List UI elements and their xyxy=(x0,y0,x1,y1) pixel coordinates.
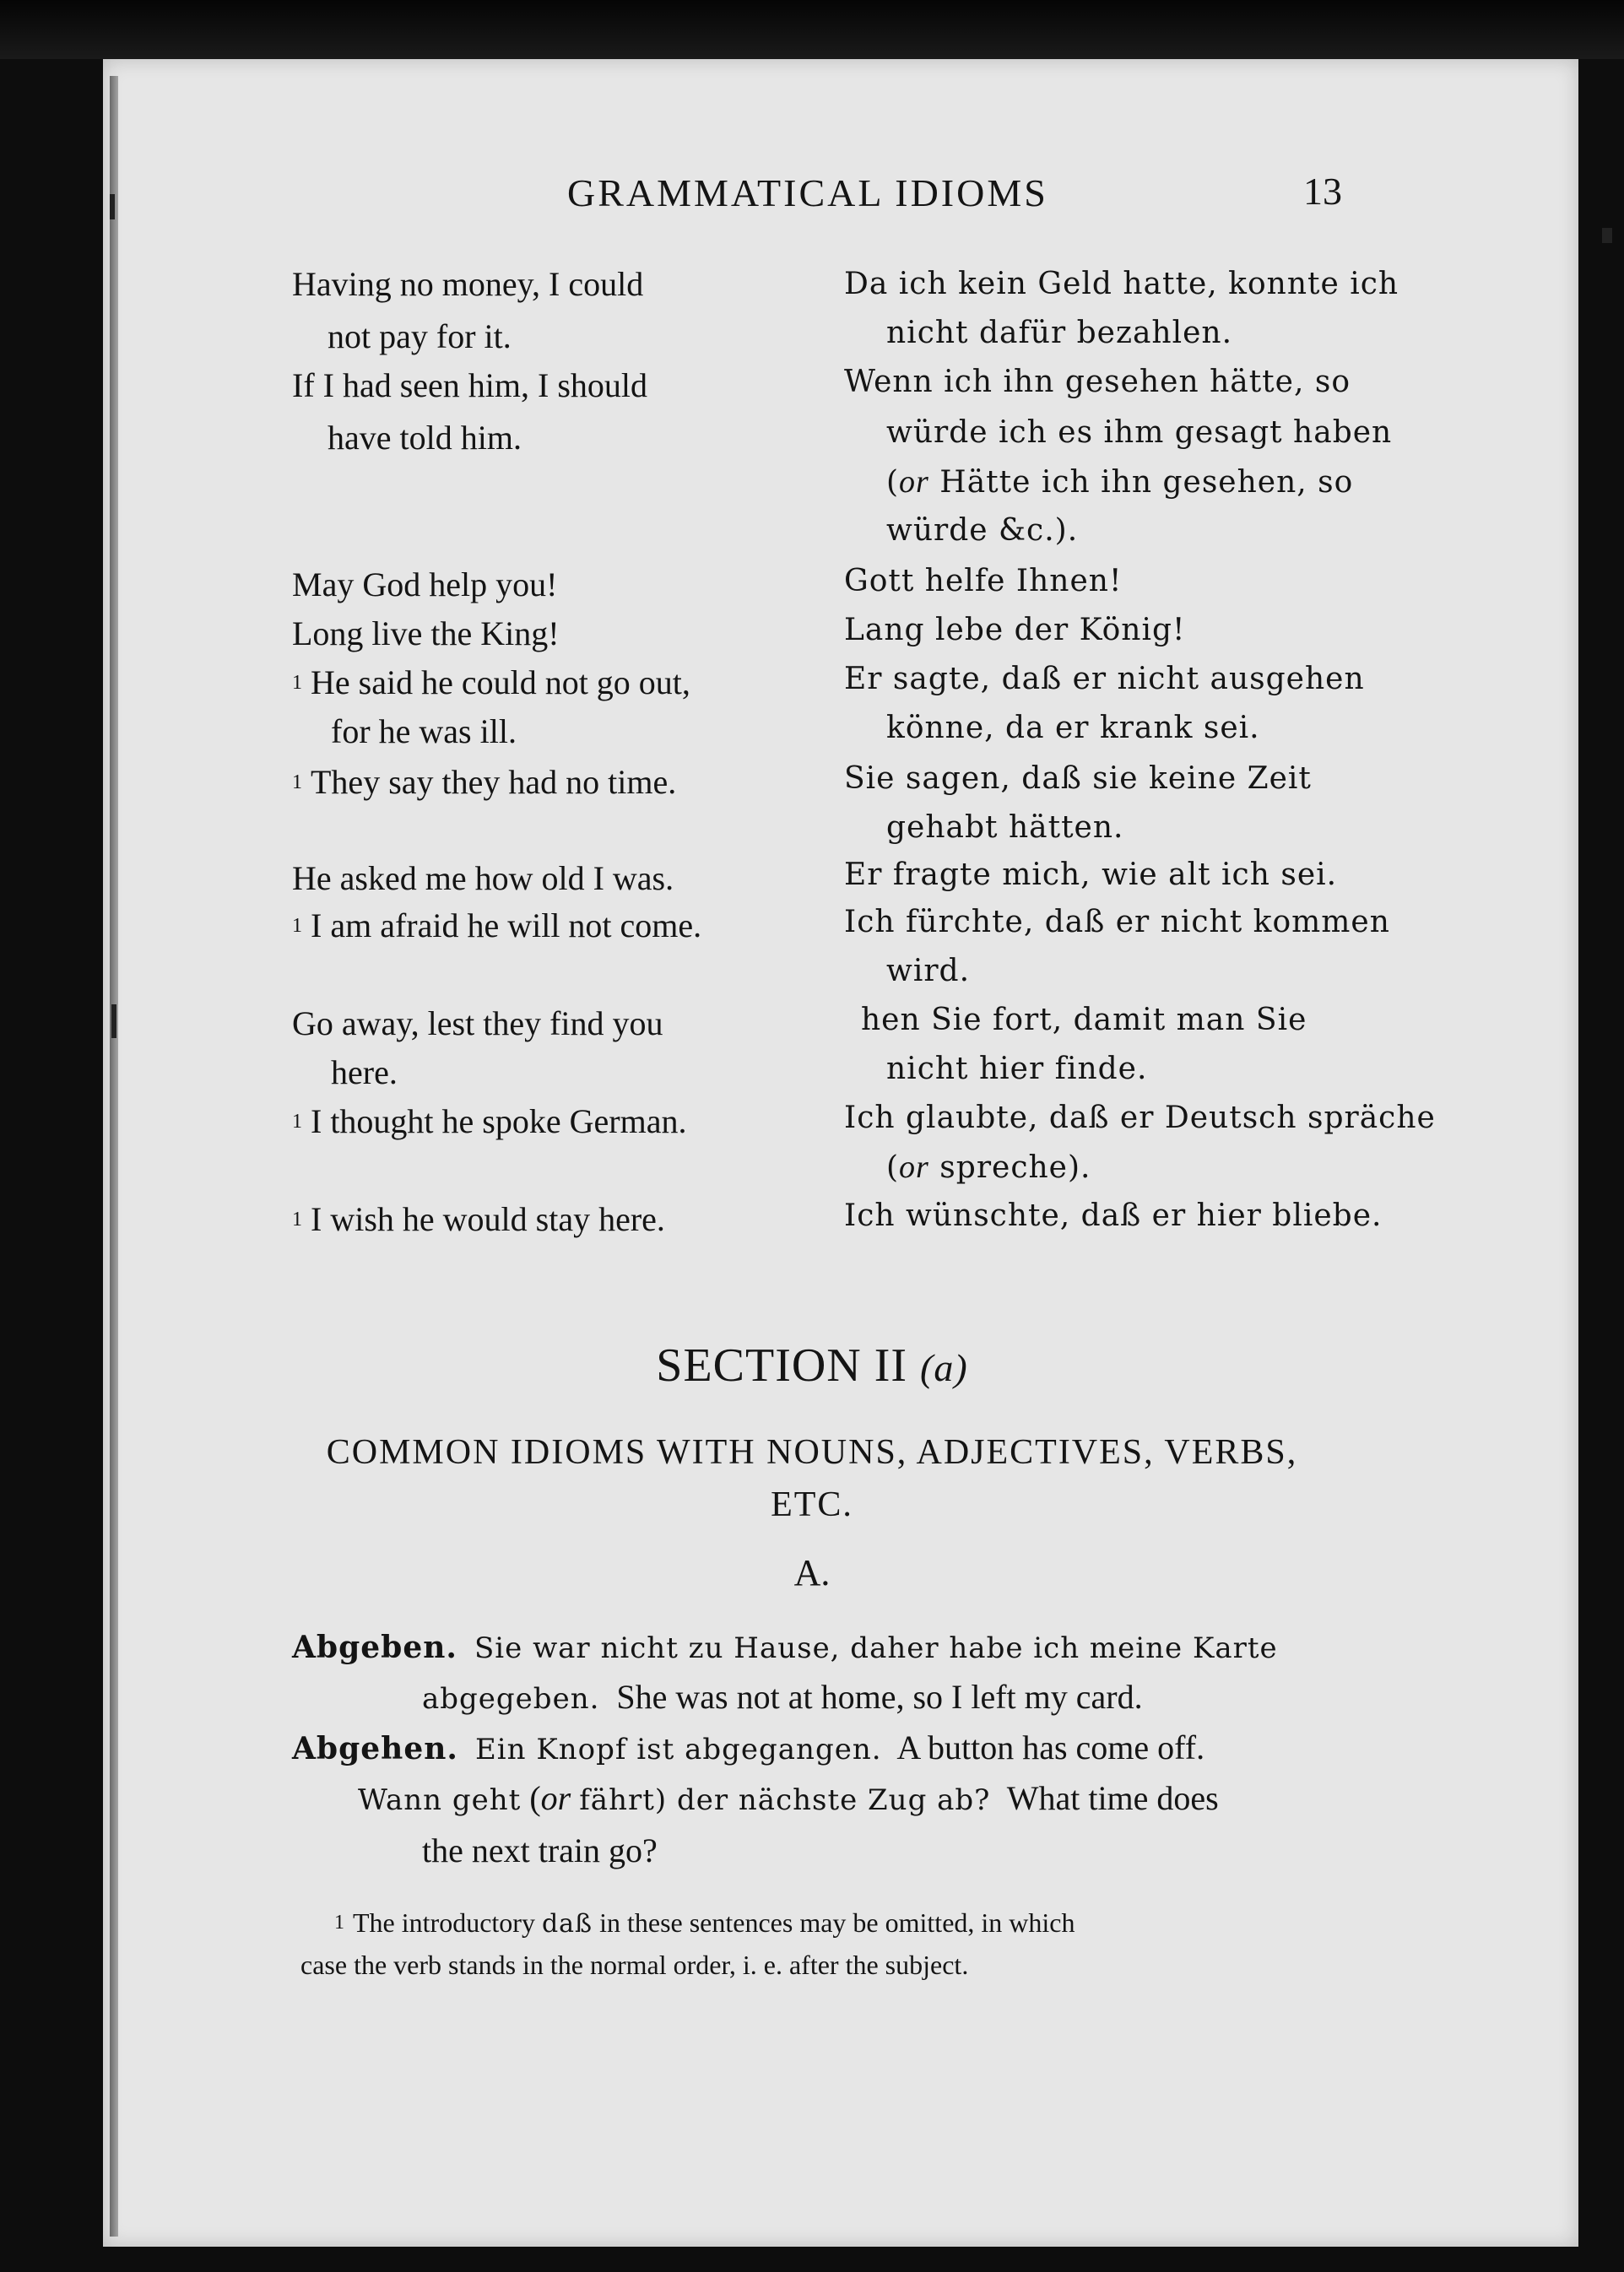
headword: Abgehen. xyxy=(292,1731,458,1766)
footnote-line: case the verb stands in the normal order, i. e. after the subject. xyxy=(300,1950,969,1980)
english-line: $^1$ I am afraid he will not come. xyxy=(292,906,702,944)
footnote: $^1$ The introductory daß in these sentences may be omitted, in which xyxy=(334,1907,1075,1939)
german-line: Gott helfe Ihnen! xyxy=(844,564,1123,598)
german-line: würde ich es ihm gesagt haben xyxy=(886,415,1393,450)
page-number: 13 xyxy=(1303,170,1342,213)
scan-top-edge xyxy=(0,0,1624,59)
section-letter: A. xyxy=(793,1552,831,1593)
english-line: Long live the King! xyxy=(292,614,560,652)
english-line: $^1$ They say they had no time. xyxy=(292,763,677,801)
english-line: Having no money, I could xyxy=(292,265,644,303)
english-line: $^1$ He said he could not go out, xyxy=(292,663,690,701)
footnote-marker: 1 xyxy=(292,1209,302,1231)
page-binding-edge xyxy=(110,76,118,2237)
scan-artifact xyxy=(110,194,115,219)
english-line: He asked me how old I was. xyxy=(292,859,674,897)
footnote-marker: 1 xyxy=(292,672,302,694)
german-line: gehabt hätten. xyxy=(886,810,1124,845)
german-line: wird. xyxy=(886,954,971,988)
german-line: könne, da er krank sei. xyxy=(886,711,1260,745)
german-line: Wenn ich ihn gesehen hätte, so xyxy=(844,365,1351,399)
german-line: Da ich kein Geld hatte, konnte ich xyxy=(844,267,1399,301)
german-line: nicht dafür bezahlen. xyxy=(886,316,1233,350)
german-line: Er sagte, daß er nicht ausgehen xyxy=(844,662,1365,696)
german-line: (or Hätte ich ihn gesehen, so xyxy=(886,464,1354,500)
entry-line: Wann geht (or fährt) der nächste Zug ab? What time does xyxy=(358,1779,1219,1817)
german-line: würde &c.). xyxy=(886,513,1079,548)
english-line: $^1$ I thought he spoke German. xyxy=(292,1102,687,1140)
english-line: not pay for it. xyxy=(328,317,512,355)
section-subtitle: COMMON IDIOMS WITH NOUNS, ADJECTIVES, VERBS, ETC. xyxy=(326,1433,1298,1524)
german-line: nicht hier finde. xyxy=(886,1052,1148,1086)
entry-line: abgegeben. She was not at home, so I left my card. xyxy=(422,1678,1143,1716)
english-line: Go away, lest they find you xyxy=(292,1004,663,1042)
scan-artifact xyxy=(111,1004,116,1038)
footnote-marker: 1 xyxy=(292,915,302,937)
footnote-marker: 1 xyxy=(292,1111,302,1133)
english-line: May God help you! xyxy=(292,565,558,603)
english-line: $^1$ I wish he would stay here. xyxy=(292,1200,665,1238)
english-line: have told him. xyxy=(328,419,522,457)
entry-line: the next train go? xyxy=(422,1831,658,1869)
english-line: here. xyxy=(331,1053,398,1091)
english-line: for he was ill. xyxy=(331,712,517,750)
headword: Abgeben. xyxy=(292,1630,457,1665)
english-line: If I had seen him, I should xyxy=(292,366,648,404)
footnote-marker: 1 xyxy=(292,771,302,793)
german-line: Ich fürchte, daß er nicht kommen xyxy=(844,905,1390,939)
section-title: SECTION II (a) xyxy=(656,1339,968,1392)
running-head: GRAMMATICAL IDIOMS xyxy=(567,171,1048,214)
german-line: hen Sie fort, damit man Sie xyxy=(861,1003,1307,1037)
german-line: Ich glaubte, daß er Deutsch spräche xyxy=(844,1101,1436,1135)
entry-line: Abgeben. Sie war nicht zu Hause, daher habe ich meine Karte xyxy=(292,1630,1278,1665)
german-line: Lang lebe der König! xyxy=(844,613,1186,647)
scan-artifact xyxy=(1602,228,1612,243)
german-line: Sie sagen, daß sie keine Zeit xyxy=(844,761,1312,796)
german-line: Er fragte mich, wie alt ich sei. xyxy=(844,857,1338,892)
german-line: (or spreche). xyxy=(886,1150,1091,1185)
entry-line: Abgehen. Ein Knopf ist abgegangen. A button has come off. xyxy=(292,1728,1205,1766)
german-line: Ich wünschte, daß er hier bliebe. xyxy=(844,1198,1383,1233)
